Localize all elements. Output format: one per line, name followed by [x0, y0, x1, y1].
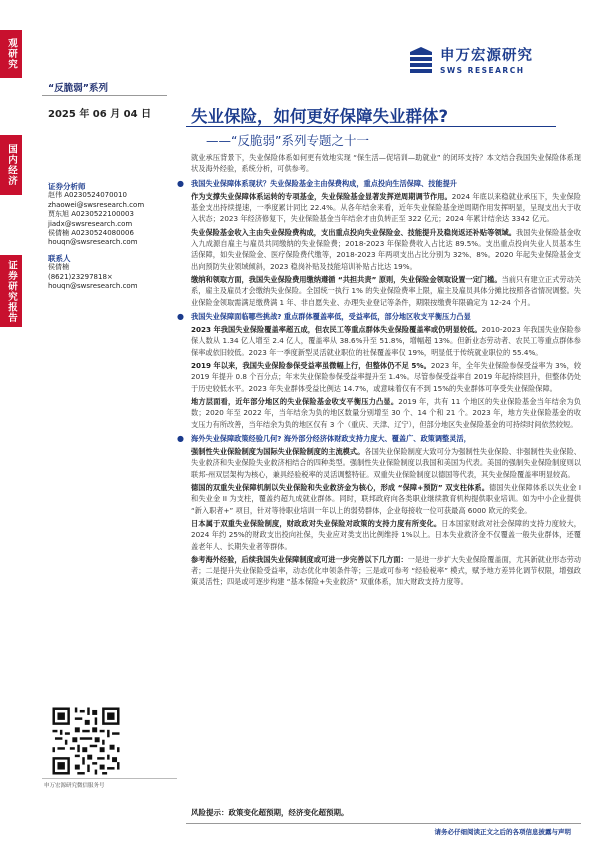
paragraph: 缴纳和领取方面，我国失业保险费用缴纳遵循 “共担共责” 原则，失业保险金领取设置一定门槛。当前只有建立正式劳动关系，雇主及雇员才会缴纳失业保险。全国统一执行 1% 的失业保险费率上限，雇主及雇员具体分摊比按照各省情况调整。失业保险金领取需满足缴费满 1 年、非自愿失业、办理失业登记等条件，期限按缴费年限确定为 12-24 个月。 [191, 274, 581, 307]
analyst-line: 贾东旭 A0230522100003 [48, 210, 134, 219]
analyst-email[interactable]: jiadx@swsresearch.com [48, 219, 133, 228]
contact-header: 联系人 [48, 253, 71, 263]
sidebar-tag-domestic-economy: 国内经济 [0, 135, 22, 195]
paragraph: 2019 年以来，我国失业保险参保受益率虽微幅上行，但整体仍不足 5%。2023 年，全年失业保险参保受益率为 3%，较 2019 年提升 0.8 个百分点；年末失业保险参保受益率提升至 1.4%。尽管参保受益率自 2019 年起持续回升，但整体仍处于历史较低水平。2023 年失业群体受益比例达 14.7%，或意味着仅有不到 15%的失业群体可享受失业保险保障。 [191, 361, 582, 393]
analyst-email[interactable]: houqn@swsresearch.com [48, 238, 138, 247]
analyst-block [48, 182, 144, 291]
section-bullet: ● 我国失业保障面临哪些挑战? 重点群体覆盖率低，受益率低，部分地区收支平衡压力凸显 [177, 311, 471, 321]
paragraph: 地方层面看，近年部分地区的失业保险基金收支平衡压力凸显。2019 年，共有 11 个地区的失业保险基金当年结余为负数；2020 年至 2022 年，当年结余为负的地区数量分别增至 30 个、14 个和 21 个。2023 年，地方失业保险基金的收支压力有所改善，当年结余为负的地区仅有 3 个（重庆、天津、辽宁），但部分地区失业保险基金的可持续时间依然较短。 [191, 396, 581, 429]
paragraph: 日本属于双重失业保险制度，财政政对失业保险对政策的支持力度有所变化。日本国家财政对社会保障的支持力度较大，2024 年约 25%的财政支出投向社保，失业应对类支出比例维持 1%以上。日本失业救济金不仅覆盖一般失业群体，还覆盖老年人、长期失业者等群体。 [191, 518, 581, 551]
bullet-icon: ● [177, 178, 184, 188]
risk-warning: 风险提示：政策变化超预期，经济变化超预期。 [191, 808, 349, 817]
sidebar-band [0, 0, 28, 841]
divider [42, 778, 177, 779]
qr-code-icon[interactable] [50, 705, 122, 777]
analyst-line: 赵伟 A0230524070010 [48, 191, 127, 200]
logo-mark-icon [408, 46, 434, 74]
analyst-line: 侯倩楠 A0230524080006 [48, 229, 134, 238]
title-divider [186, 126, 556, 127]
sidebar-tag-research-report: 证券研究报告 [0, 255, 22, 327]
paragraph: 德国的双重失业保障机制以失业保险和失业救济金为核心，形成 “保障+预防” 双支柱体系。德国失业保障体系以失业金 I 和失业金 II 为支柱，覆盖约超九成就业群体。同时，联邦政府向各类职业继续教育机构提供职业培训。如为中小企业提供 “新入职者+” 项目，针对等待职业培训一年以上的弱势群体，企业每接收一位可获最高 6000 欧元的奖金。 [191, 483, 581, 515]
logo-text-en: SWS RESEARCH [440, 66, 525, 75]
section-bullet: ● 海外失业保障政策经验几何? 海外部分经济体财政支持力度大、覆盖广、政策调整灵活， [177, 433, 471, 443]
section-bullet: ● 我国失业保障体系现状？失业保险基金主由保费构成，重点投向生活保障、技能提升 [177, 178, 457, 188]
paragraph: 2023 年我国失业保险覆盖率超五成，但农民工等重点群体失业保险覆盖率或仍明显较低。2010-2023 年我国失业保险参保人数从 1.34 亿人增至 2.4 亿人，覆盖率从 38.6%升至 51.8%，增幅超 13%。但新业态劳动者、农民工等重点群体参保率或依旧较低。2023 年一季度新型灵活就业职位的社保覆盖率仅 19%，明显低于传统就业职位的 55.4%。 [191, 325, 581, 357]
logo-text-cn: 申万宏源研究 [440, 48, 533, 64]
contact-phone: (8621)23297818× [48, 272, 113, 281]
report-date: 2025 年 06 月 04 日 [48, 109, 152, 120]
contact-email[interactable]: houqn@swsresearch.com [48, 282, 138, 291]
paragraph: 作为支撑失业保障体系运转的专项基金，失业保险基金显著发挥逆周期调节作用。2024 年底以来稳就业承压下，失业保险基金支出持续提速，一季度累计同比 22.4%。从各年结余来看，近年失业保险基金逆周期作用发挥明显，呈现支出大于收入状态；2023 年经济修复下，失业保险基金当年结余才由负转正至 322 亿元；2024 年累计结余达 3342 亿元。 [191, 191, 581, 224]
series-tag: “反脆弱”系列 [48, 83, 108, 94]
bullet-icon: ● [177, 311, 184, 321]
analyst-header: 证券分析师 [48, 182, 86, 191]
paragraph: 强制性失业保险制度为国际失业保险制度的主流模式。各国失业保险制度大致可分为强制性失业保险、非强制性失业保险、失业救济和失业保险失业救济相结合的四种类型。强制性失业保险制度以我国和美国为代表。美国的强制失业保险制度则以联邦-州双层架构为核心，兼具经验税率的灵活调整特征。双重失业保险制度以德国等代表，其失业保险覆盖率明显较高。 [191, 447, 581, 479]
report-subtitle: ——“反脆弱”系列专题之十一 [206, 133, 369, 148]
company-logo [408, 44, 533, 75]
contact-name: 侯倩楠 [48, 263, 69, 272]
report-title: 失业保险，如何更好保障失业群体? [191, 107, 449, 126]
paragraph: 失业保险基金收入主由失业保险费构成，支出重点投向失业保险金、技能提升及稳岗返还补贴等领域。我国失业保险基金收入九成源自雇主与雇员共同缴纳的失业保险费；2018-2023 年保险费收入占比达 89.5%。支出重点投向失业人员基本生活保障，如失业保险金、医疗保险费代缴等，2018-2023 年两项支出占比分别为 32%、8%。2020 年起失业保险基金支出向预防失业领域倾斜，2023 稳岗补贴及技能培训补贴占比达 19%。 [191, 227, 581, 271]
intro-paragraph: 就业承压背景下，失业保险体系如何更有效地实现 “保生活—促培训—助就业” 的闭环支持？本文结合我国失业保险体系现状及海外经验，系统分析，可供参考。 [191, 153, 581, 174]
bullet-icon: ● [177, 433, 184, 443]
paragraph: 参考海外经验，后续我国失业保障制度或可进一步完善以下几方面：一是进一步扩大失业保险覆盖面，尤其新就业形态劳动者；二是提升失业保险受益率，动态优化申领条件等；三是或可参考 “经验税率” 模式，赋予地方差异化调节权限，增强政策灵活性；四是或可逐步构建 “基本保险+失业救济” 双重体系，加大财政支持力度等。 [191, 554, 581, 587]
divider [42, 95, 167, 96]
sidebar-tag-research: 观研究 [0, 30, 22, 78]
analyst-email[interactable]: zhaowei@swsresearch.com [48, 200, 145, 209]
disclaimer-footer[interactable]: 请务必仔细阅读正文之后的各项信息披露与声明 [434, 828, 571, 836]
report-body [177, 152, 582, 588]
footer-divider [186, 823, 581, 824]
qr-caption: 申万宏源研究微信服务号 [44, 783, 105, 789]
